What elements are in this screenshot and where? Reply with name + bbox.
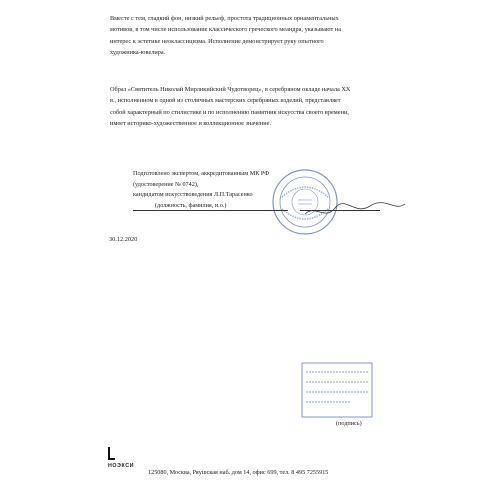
- text-line: Образ «Святитель Николай Мирликийский Чудотворец», в серебряном окладе начала XX: [110, 86, 351, 93]
- text-line: в., исполненном в одной из столичных мастерских серебряных изделий, представляет: [110, 97, 341, 105]
- logo-wordmark: НОЭКСИ: [108, 463, 135, 469]
- signature-caption-block: [336, 419, 396, 430]
- footer-address: 125080, Москва, Ряушская наб. дом 14, офис 699, тел. 8 495 7255915: [148, 469, 329, 476]
- document-date: 30.12.2020: [109, 236, 138, 243]
- paragraph-neoclassicism: [110, 13, 400, 59]
- text-line: мотивов, в том числе использование классического греческого меандра, указывают на: [110, 26, 341, 34]
- expert-certificate: (удостоверение № 0742),: [133, 180, 199, 188]
- text-line: имеет историко-художественное и коллекционное значение.: [110, 120, 272, 128]
- signature-caption: (подпись): [336, 420, 362, 427]
- text-line: собой характерный по стилистике и по исполнению памятник искусства своего времени,: [110, 108, 349, 116]
- paragraph-conclusion: [110, 84, 400, 130]
- expert-name: кандидатом искусствоведения Л.П.Тарасенко: [133, 191, 253, 199]
- rectangular-stamp: [300, 360, 375, 420]
- text-line: Вместе с тем, гладкий фон, низкий рельеф, простота традиционных орнаментальных: [110, 15, 339, 22]
- text-line: художника-ювелира.: [110, 49, 166, 57]
- company-logo: [108, 447, 138, 475]
- name-underline: [133, 210, 288, 211]
- text-line: интерес к эстетике неоклассицизма. Исполнение демонстрирует руку опытного: [110, 37, 324, 45]
- handwritten-signature: [300, 196, 410, 226]
- expert-accreditation: Подготовлено экспертом, аккредитованным МК РФ: [133, 170, 270, 177]
- expert-caption: (должность, фамилия, и.о.): [155, 201, 227, 209]
- logo-mark-base: [108, 458, 115, 460]
